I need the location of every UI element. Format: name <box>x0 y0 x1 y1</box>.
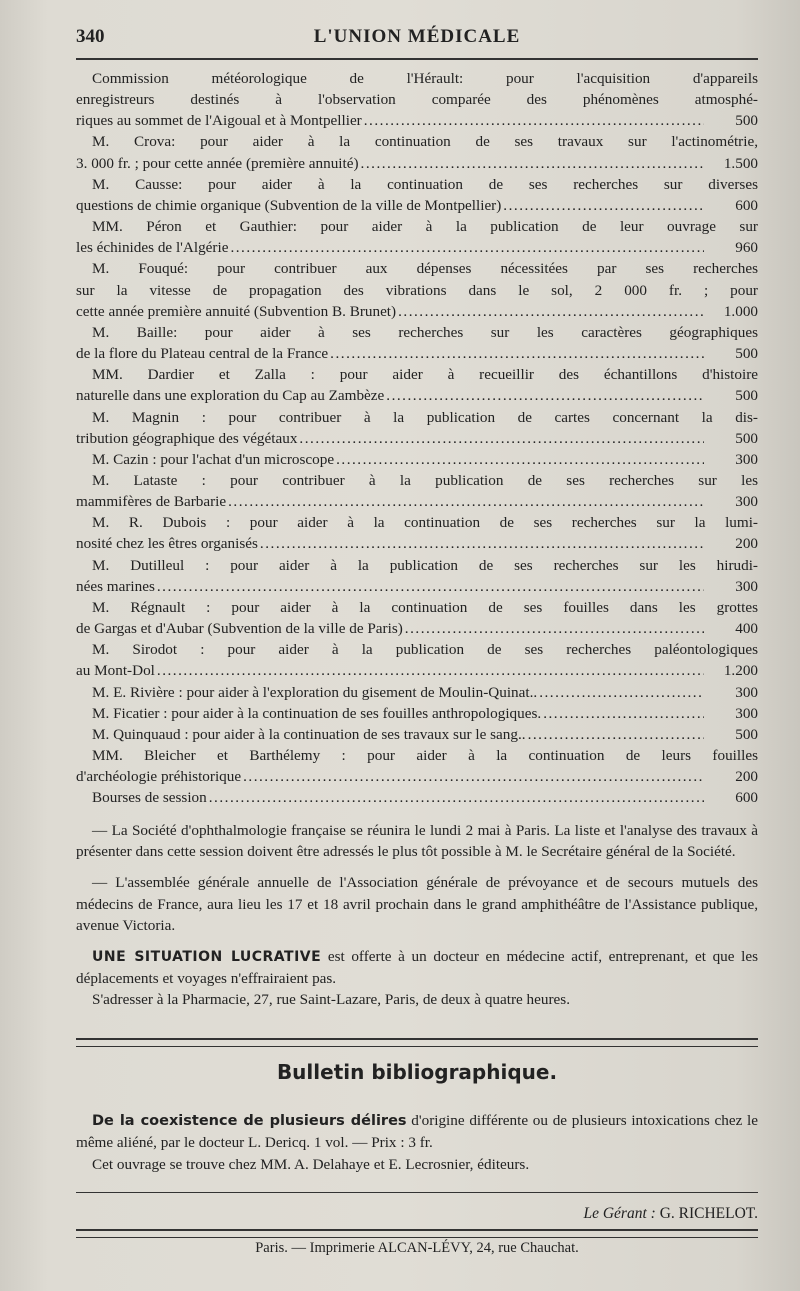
entry-last-line: M. Quinquaud : pour aider à la continuation de ses travaux sur le sang.. <box>92 725 526 743</box>
entry-last-line: les échinides de l'Algérie <box>76 239 229 257</box>
signature <box>583 1205 758 1223</box>
dot-leader <box>299 428 704 449</box>
notice-assembly: — L'assemblée générale annuelle de l'Association générale de prévoyance et de secours mutuels des médecins de France, aura lieu les 17 et 18 avril prochain dans le grand amphithéâtre de l'Assistance publique, avenue Victoria. <box>76 874 758 934</box>
entry-line: M. Lataste : pour contribuer à la publication de ses recherches sur les <box>92 471 758 489</box>
entry-last-line: Bourses de session <box>92 789 207 807</box>
entry-line: M. Magnin : pour contribuer à la publication de cartes concernant la dis- <box>92 408 758 426</box>
entry-line: M. Dutilleul : pour aider à la publication de ses recherches sur les hirudi- <box>92 556 758 574</box>
dot-leader <box>386 385 704 406</box>
dot-leader <box>336 449 704 470</box>
entry-amount: 300 <box>735 493 758 511</box>
section-double-rule <box>76 1038 758 1047</box>
dot-leader <box>361 153 704 174</box>
entry-line: M. Sirodot : pour aider à la publication de ses recherches paléontologiques <box>92 641 758 659</box>
subsidy-entry <box>76 216 758 258</box>
dot-leader <box>260 533 704 554</box>
entry-last-line: nosité chez les êtres organisés <box>76 535 258 553</box>
bibliography-heading: Bulletin bibliographique. <box>276 1060 558 1084</box>
entry-amount: 500 <box>735 345 758 363</box>
entry-last-line: d'archéologie préhistorique <box>76 768 242 786</box>
entry-line: enregistreurs destinés à l'observation comparée des phénomènes atmosphé- <box>76 91 758 109</box>
subsidy-entry <box>76 174 758 216</box>
entry-last-line: de la flore du Plateau central de la France <box>76 345 329 363</box>
situation-caps: UNE SITUATION LUCRATIVE <box>92 949 322 966</box>
entry-line: M. Crova: pour aider à la continuation de ses travaux sur l'actinométrie, <box>92 133 758 151</box>
dot-leader <box>230 237 704 258</box>
entry-line: M. Fouqué: pour contribuer aux dépenses nécessitées par ses recherches <box>92 260 758 278</box>
imprint: Paris. — Imprimerie ALCAN-LÉVY, 24, rue Chauchat. <box>255 1240 579 1256</box>
dot-leader <box>364 110 704 131</box>
entry-amount: 300 <box>735 577 758 595</box>
dot-leader <box>157 576 704 597</box>
footer-double-rule <box>76 1229 758 1238</box>
subsidy-entry <box>76 407 758 449</box>
entry-amount: 500 <box>735 387 758 405</box>
entry-last-line: M. E. Rivière : pour aider à l'exploration du gisement de Moulin-Quinat.. <box>92 683 538 701</box>
signature-label: Le Gérant : <box>583 1205 656 1222</box>
situation-text: est offerte à un docteur en médecine actif, entreprenant, et que les déplacements et voyages n'effrairaient pas. <box>76 948 758 988</box>
notice-address: S'adresser à la Pharmacie, 27, rue Saint-Lazare, Paris, de deux à quatre heures. <box>92 991 570 1009</box>
entry-line: Commission météorologique de l'Hérault: pour l'acquisition d'appareils <box>92 70 758 87</box>
dot-leader <box>157 660 704 681</box>
subsidy-entry <box>76 787 758 808</box>
entry-last-line: riques au sommet de l'Aigoual et à Montpellier <box>76 112 362 130</box>
dot-leader <box>543 703 704 724</box>
entry-line: M. R. Dubois : pour aider à la continuation de ses recherches sur la lumi- <box>92 514 758 532</box>
entry-amount: 300 <box>735 704 758 722</box>
entry-amount: 1.500 <box>723 154 758 172</box>
entry-last-line: tribution géographique des végétaux <box>76 429 298 447</box>
entry-amount: 600 <box>735 196 758 214</box>
entry-last-line: M. Cazin : pour l'achat d'un microscope <box>92 450 335 468</box>
entry-amount: 500 <box>735 429 758 447</box>
dot-leader <box>228 491 704 512</box>
subsidy-entry <box>76 745 758 787</box>
subsidy-entry <box>76 597 758 639</box>
page-number: 340 <box>76 26 105 47</box>
notice-ophthalmology: — La Société d'ophthalmologie française se réunira le lundi 2 mai à Paris. La liste et l'analyse des travaux à présenter dans cette session doivent être adressés le plus tôt possible à M. le Secrétaire général de la Société. <box>76 822 758 861</box>
entry-amount: 960 <box>735 239 758 257</box>
book-publisher: Cet ouvrage se trouve chez MM. A. Delahaye et E. Lecrosnier, éditeurs. <box>92 1156 530 1173</box>
entry-amount: 1.200 <box>723 662 758 680</box>
subsidy-entry <box>76 322 758 364</box>
entry-last-line: naturelle dans une exploration du Cap au Zambèze <box>76 387 385 405</box>
subsidy-entry <box>76 449 758 470</box>
entry-amount: 200 <box>735 768 758 786</box>
entry-last-line: M. Ficatier : pour aider à la continuation de ses fouilles anthropologiques. <box>92 704 542 722</box>
subsidy-entry <box>76 724 758 745</box>
subsidy-entry <box>76 639 758 681</box>
entry-line: M. Causse: pour aider à la continuation de ses recherches sur diverses <box>92 175 758 193</box>
book-title: De la coexistence de plusieurs délires <box>92 1113 407 1129</box>
entry-last-line: 3. 000 fr. ; pour cette année (première annuité) <box>76 154 359 172</box>
entry-amount: 600 <box>735 789 758 807</box>
dot-leader <box>503 195 704 216</box>
running-head: L'UNION MÉDICALE <box>313 26 521 47</box>
dot-leader <box>398 301 704 322</box>
dot-leader <box>539 682 704 703</box>
dot-leader <box>405 618 704 639</box>
bibliography <box>76 1110 758 1176</box>
subsidy-entry <box>76 258 758 321</box>
entry-amount: 400 <box>735 620 758 638</box>
notices <box>76 820 758 1021</box>
subsidy-entry <box>76 470 758 512</box>
book-description: d'origine différente ou de plusieurs intoxications chez le même aliéné, par le docteur L. Dericq. 1 vol. — Prix : 3 fr. <box>76 1112 758 1151</box>
entry-last-line: de Gargas et d'Aubar (Subvention de la ville de Paris) <box>76 620 403 638</box>
subsidy-entry <box>76 68 758 131</box>
entry-line: MM. Péron et Gauthier: pour aider à la publication de leur ouvrage sur <box>92 218 758 236</box>
entry-line: M. Baille: pour aider à ses recherches sur les caractères géographiques <box>92 323 758 341</box>
notice-situation <box>76 946 758 989</box>
dot-leader <box>330 343 704 364</box>
entry-amount: 500 <box>735 112 758 130</box>
entry-amount: 500 <box>735 725 758 743</box>
dot-leader <box>243 766 704 787</box>
signature-name: G. RICHELOT. <box>659 1205 758 1222</box>
entry-last-line: questions de chimie organique (Subvention de la ville de Montpellier) <box>76 196 502 214</box>
entry-amount: 300 <box>735 683 758 701</box>
subsidy-entry <box>76 682 758 703</box>
subsidy-entry <box>76 364 758 406</box>
entry-line: sur la vitesse de propagation des vibrations dans le sol, 2 000 fr. ; pour <box>76 281 758 299</box>
subsidy-entry <box>76 512 758 554</box>
header-rule <box>76 58 758 60</box>
book-entry <box>76 1110 758 1154</box>
entry-line: M. Régnault : pour aider à la continuation de ses fouilles dans les grottes <box>92 598 758 616</box>
entry-last-line: mammifères de Barbarie <box>76 493 227 511</box>
subsidy-entry <box>76 131 758 173</box>
subsidy-entry <box>76 703 758 724</box>
entry-amount: 1.000 <box>723 302 758 320</box>
entry-line: MM. Bleicher et Barthélemy : pour aider à la continuation de leurs fouilles <box>92 747 758 764</box>
entry-last-line: nées marines <box>76 577 155 595</box>
entry-amount: 200 <box>735 535 758 553</box>
subsidy-entry <box>76 555 758 597</box>
entry-line: MM. Dardier et Zalla : pour aider à recueillir des échantillons d'histoire <box>92 366 758 384</box>
dot-leader <box>209 787 704 808</box>
page-header <box>76 24 758 54</box>
signature-rule <box>76 1192 758 1193</box>
entry-last-line: au Mont-Dol <box>76 662 155 680</box>
entry-last-line: cette année première annuité (Subvention B. Brunet) <box>76 302 397 320</box>
dot-leader <box>528 724 704 745</box>
entry-amount: 300 <box>735 450 758 468</box>
subsidy-list <box>76 68 758 808</box>
